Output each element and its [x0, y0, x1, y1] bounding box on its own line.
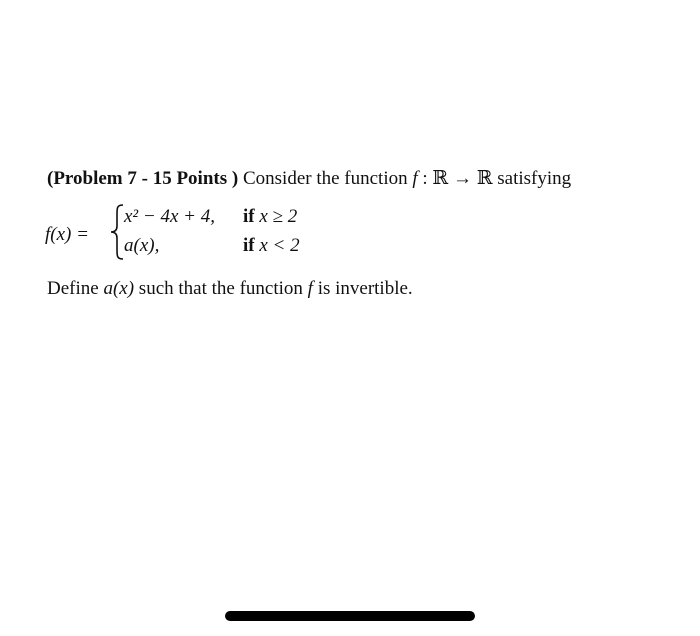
piecewise-equation	[45, 202, 345, 264]
function-mapping: : ℝ → ℝ	[422, 168, 493, 189]
question-middle: such that the function	[138, 278, 303, 299]
case-2-condition-text: x < 2	[259, 235, 300, 256]
statement-suffix: satisfying	[497, 168, 572, 189]
case-2-condition	[243, 235, 300, 257]
function-symbol: f	[412, 168, 418, 189]
statement-prefix: Consider the function	[242, 168, 408, 189]
question-suffix: is invertible.	[317, 278, 413, 299]
problem-label: (Problem 7 - 15 Points )	[47, 168, 239, 189]
case-1-condition	[243, 206, 297, 228]
case-1-if-keyword: if	[243, 206, 255, 227]
case-2-expression: a(x),	[124, 235, 160, 256]
case-1-condition-text: x ≥ 2	[259, 206, 298, 227]
question-variable: a(x)	[103, 278, 135, 299]
home-indicator-icon[interactable]	[225, 611, 475, 621]
left-brace-icon	[109, 204, 125, 260]
case-2-if-keyword: if	[243, 235, 255, 256]
question-prefix: Define	[47, 278, 99, 299]
problem-heading	[47, 169, 571, 188]
question-line	[47, 279, 413, 298]
question-function-symbol: f	[307, 278, 313, 299]
case-1-expression: x² − 4x + 4,	[124, 206, 215, 227]
equation-lhs: f(x) =	[45, 224, 89, 245]
